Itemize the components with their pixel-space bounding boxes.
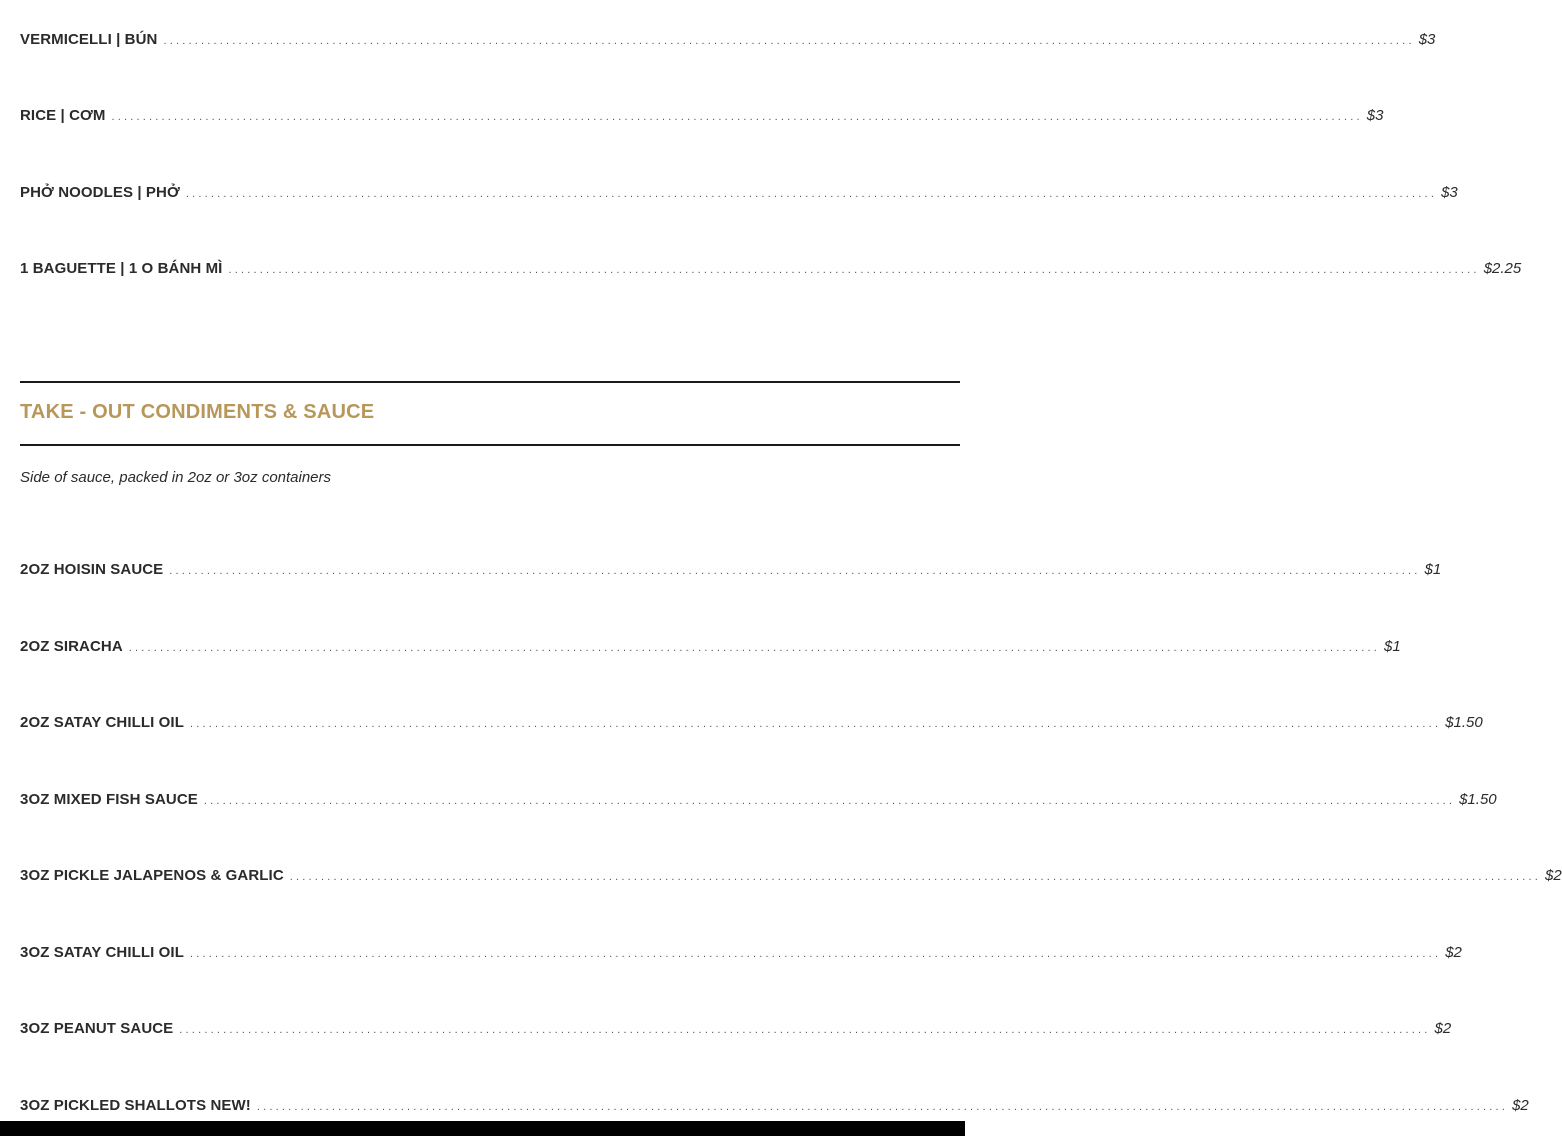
menu-item-name: 2OZ SATAY CHILLI OIL: [20, 714, 184, 731]
menu-item-row: [20, 561, 1442, 581]
menu-item-price: $2.25: [1483, 260, 1522, 277]
menu-item-row: [20, 184, 1458, 204]
menu-item-name: 2OZ SIRACHA: [20, 638, 123, 655]
menu-item-price: $3: [1366, 107, 1384, 124]
menu-item-price: $1.50: [1459, 791, 1497, 808]
menu-item-name: PHỞ NOODLES | PHỞ: [20, 184, 180, 201]
menu-item-name: 3OZ PICKLED SHALLOTS NEW!: [20, 1097, 251, 1114]
dot-leader: ........................................................................................................................................................................................................: [189, 948, 1442, 960]
dot-leader: ........................................................................................................................................................................................................: [169, 565, 1421, 577]
menu-item-name: 3OZ MIXED FISH SAUCE: [20, 791, 198, 808]
menu-item-row: [20, 944, 1462, 964]
dot-leader: ........................................................................................................................................................................................................: [189, 718, 1442, 730]
menu-item-row: [20, 714, 1483, 734]
menu-item-price: $2: [1545, 867, 1562, 884]
section-top-divider: [20, 381, 960, 383]
section-title: TAKE - OUT CONDIMENTS & SAUCE: [20, 401, 375, 423]
section-bottom-divider: [20, 444, 960, 446]
menu-item-row: [20, 260, 1522, 280]
menu-item-row: [20, 638, 1401, 658]
dot-leader: ........................................................................................................................................................................................................: [256, 1101, 1509, 1113]
section-description: Side of sauce, packed in 2oz or 3oz containers: [20, 469, 332, 486]
menu-item-name: 3OZ PICKLE JALAPENOS & GARLIC: [20, 867, 284, 884]
dot-leader: ........................................................................................................................................................................................................: [289, 871, 1541, 883]
dot-leader: ........................................................................................................................................................................................................: [228, 264, 1480, 276]
menu-item-price: $3: [1418, 31, 1436, 48]
menu-item-row: [20, 1020, 1452, 1040]
menu-item-price: $2: [1512, 1097, 1529, 1114]
dot-leader: ........................................................................................................................................................................................................: [185, 188, 1438, 200]
dot-leader: ........................................................................................................................................................................................................: [179, 1024, 1431, 1036]
menu-item-price: $2: [1434, 1020, 1452, 1037]
menu-item-price: $2: [1445, 944, 1462, 961]
menu-item-price: $1: [1384, 638, 1401, 655]
menu-item-row: [20, 867, 1562, 887]
dot-leader: ........................................................................................................................................................................................................: [128, 642, 1381, 654]
dot-leader: ........................................................................................................................................................................................................: [203, 795, 1456, 807]
menu-item-row: [20, 1097, 1529, 1117]
menu-item-name: VERMICELLI | BÚN: [20, 31, 158, 48]
menu-item-price: $3: [1441, 184, 1458, 201]
menu-item-row: [20, 31, 1436, 51]
menu-item-name: 3OZ PEANUT SAUCE: [20, 1020, 174, 1037]
menu-item-name: RICE | CƠM: [20, 107, 106, 124]
menu-item-name: 1 BAGUETTE | 1 O BÁNH MÌ: [20, 260, 223, 277]
dot-leader: ........................................................................................................................................................................................................: [111, 111, 1363, 123]
bottom-bar: [0, 1121, 965, 1136]
menu-item-name: 3OZ SATAY CHILLI OIL: [20, 944, 184, 961]
menu-item-price: $1: [1424, 561, 1442, 578]
menu-item-row: [20, 107, 1384, 127]
menu-item-row: [20, 791, 1497, 811]
menu-item-name: 2OZ HOISIN SAUCE: [20, 561, 164, 578]
menu-item-price: $1.50: [1445, 714, 1483, 731]
dot-leader: ........................................................................................................................................................................................................: [163, 35, 1415, 47]
